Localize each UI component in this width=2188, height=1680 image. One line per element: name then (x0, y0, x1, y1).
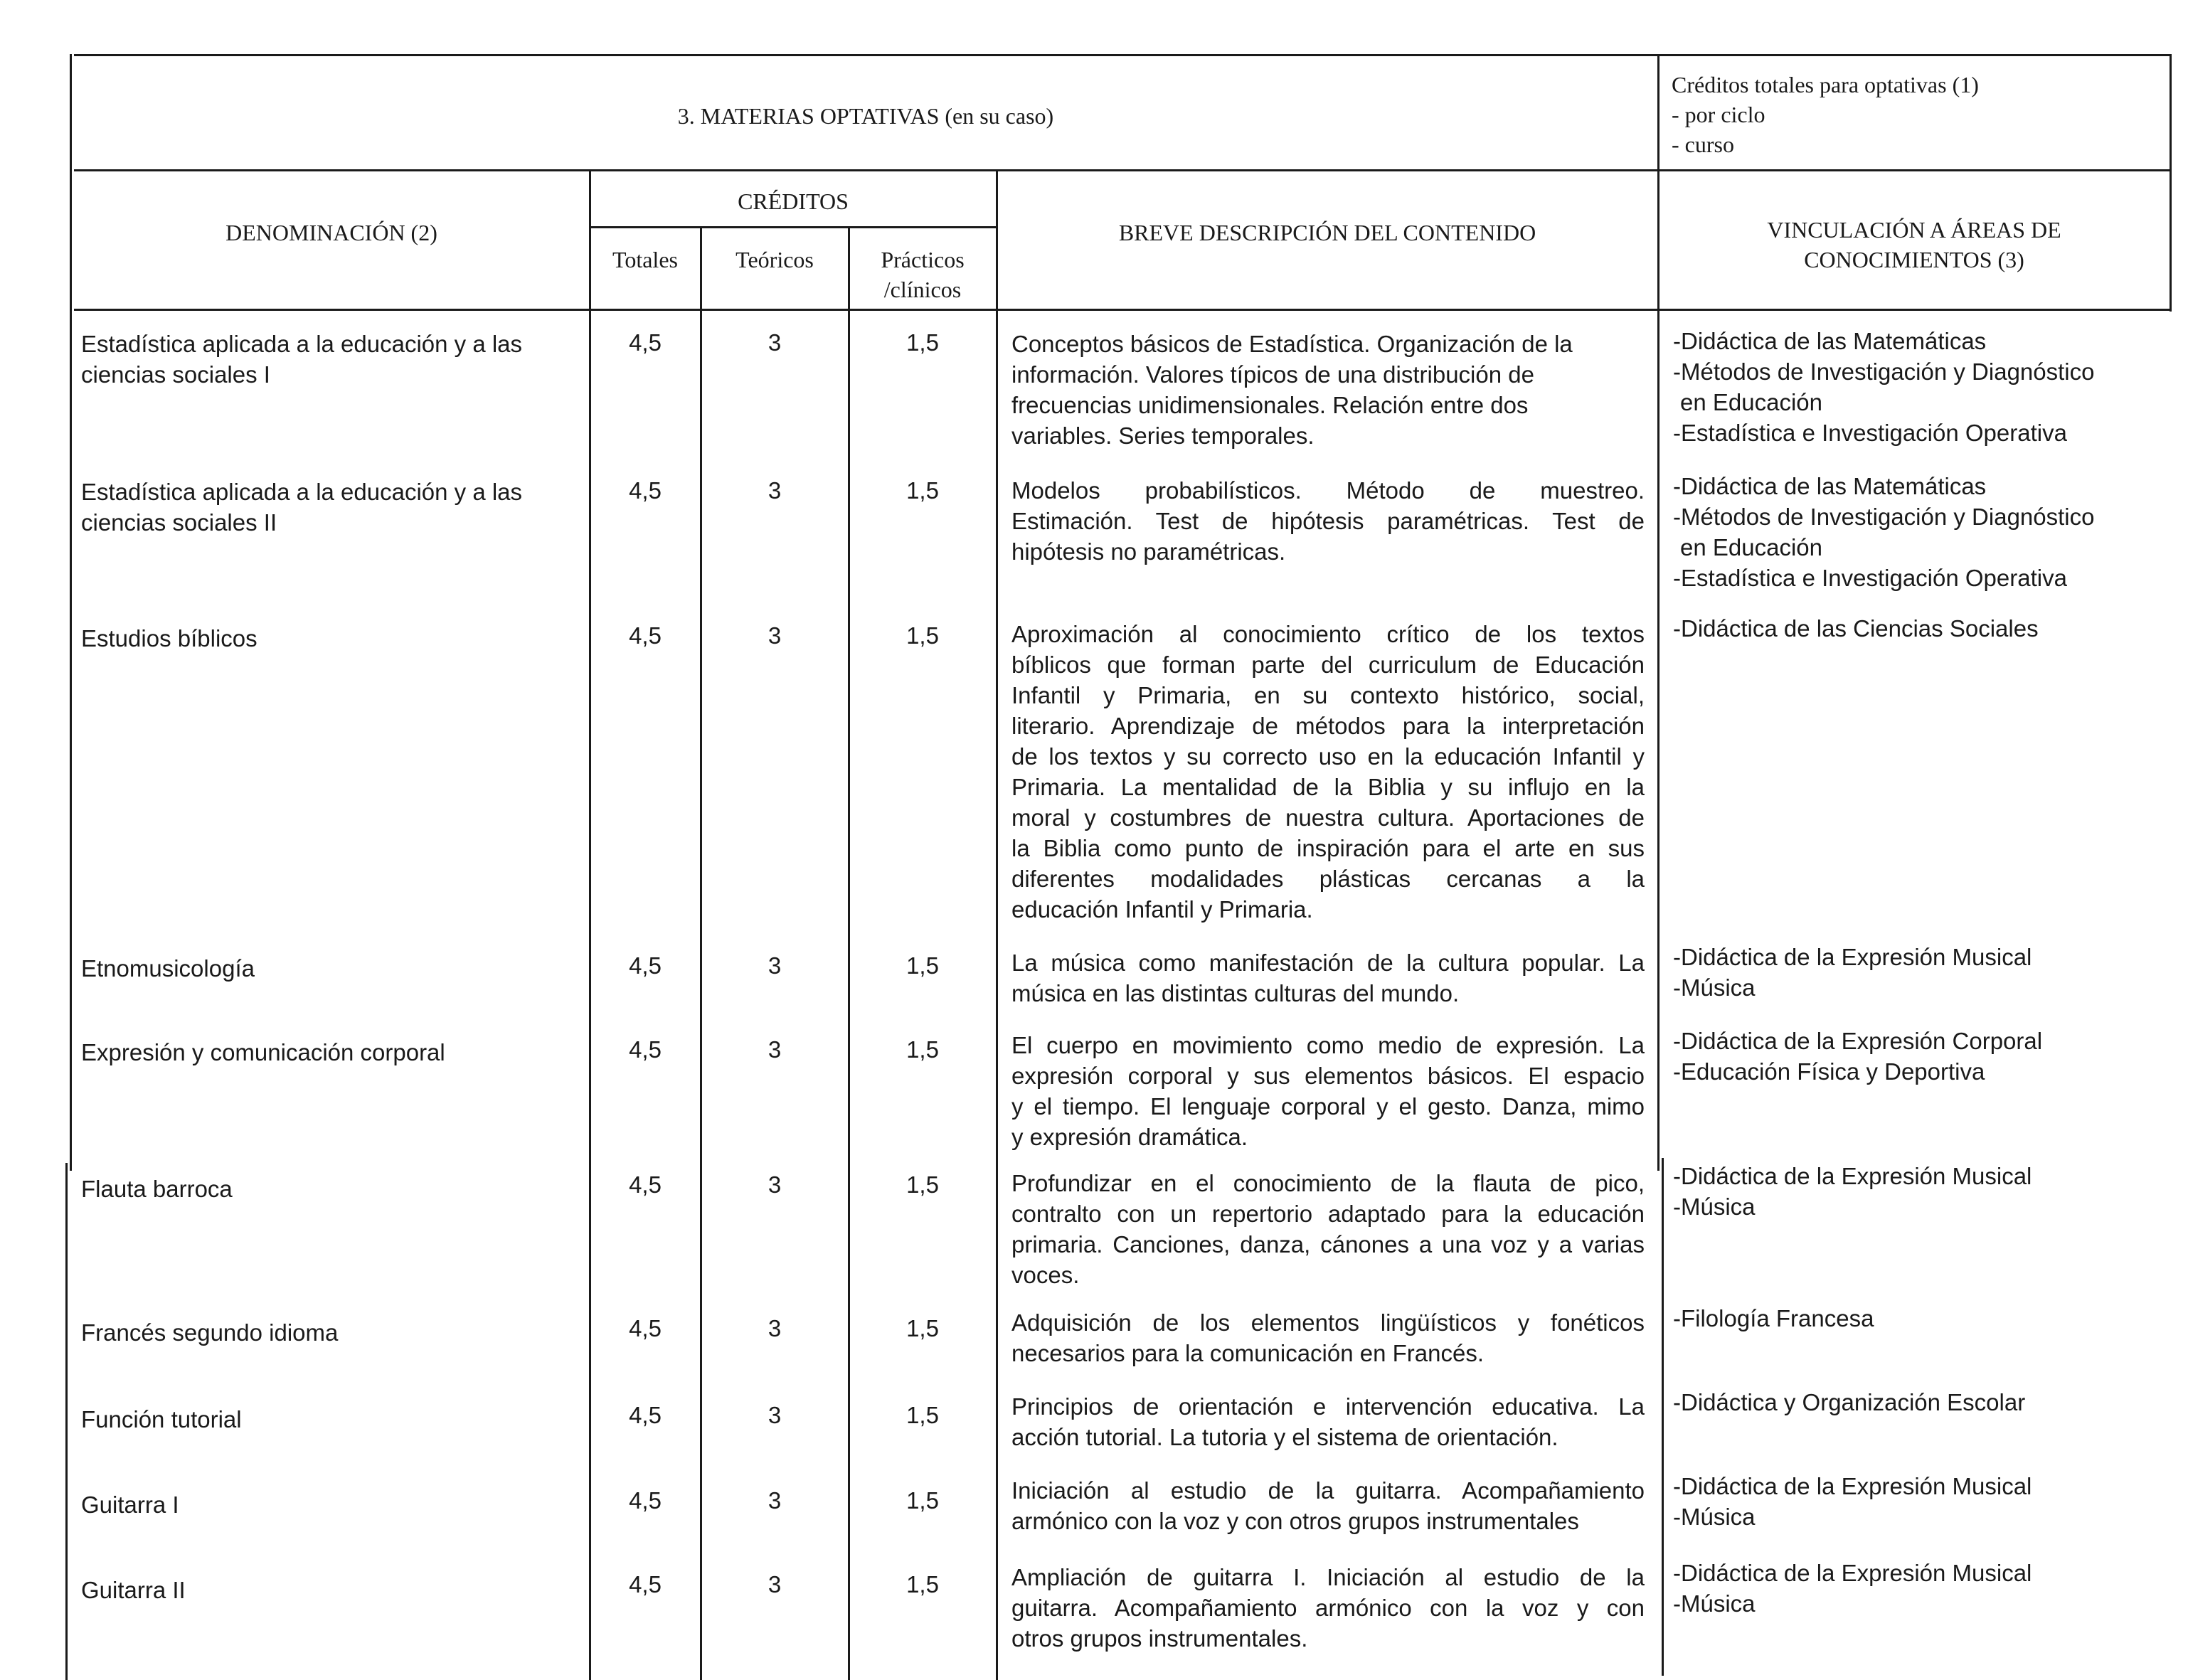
description: Ampliación de guitarra I. Iniciación al estudio de la guitarra. Acompañamiento armónico con la voz y con otros grupos instrumentales. (1011, 1564, 1645, 1652)
credits-totales: 4,5 (629, 1036, 662, 1063)
knowledge-areas: -Didáctica y Organización Escolar (1673, 1389, 2026, 1415)
credits-teoricos: 3 (768, 1315, 782, 1341)
knowledge-areas: -Didáctica de las Matemáticas -Métodos de Investigación y Diagnóstico en Educación -Estadística e Investigación Operativa (1673, 328, 2095, 446)
col-header-practicos-line1: Prácticos (881, 247, 965, 272)
col-header-practicos-line2: /clínicos (883, 277, 962, 302)
credits-practicos: 1,5 (906, 1171, 939, 1198)
description: La música como manifestación de la cultura popular. La música en las distintas culturas del mundo. (1011, 950, 1645, 1006)
credits-practicos: 1,5 (906, 1571, 939, 1597)
description: Principios de orientación e intervención educativa. La acción tutorial. La tutoria y el sistema de orientación. (1011, 1393, 1645, 1450)
col-header-totales: Totales (612, 247, 678, 272)
col-header-descripcion: BREVE DESCRIPCIÓN DEL CONTENIDO (1118, 220, 1536, 245)
col-divider-practicos (996, 169, 998, 1680)
col-header-creditos: CRÉDITOS (738, 188, 849, 214)
table-top-border (74, 54, 2171, 56)
credits-totales: 4,5 (629, 1171, 662, 1198)
knowledge-areas: -Didáctica de la Expresión Musical -Música (1673, 1473, 2032, 1530)
knowledge-areas: -Didáctica de las Matemáticas -Métodos de Investigación y Diagnóstico en Educación -Estadística e Investigación Operativa (1673, 473, 2095, 591)
subject-name: Etnomusicología (81, 955, 255, 982)
knowledge-areas: -Didáctica de las Ciencias Sociales (1673, 615, 2039, 642)
credits-teoricos: 3 (768, 952, 782, 979)
credits-teoricos: 3 (768, 1571, 782, 1597)
col-header-teoricos: Teóricos (735, 247, 814, 272)
col-header-practicos (849, 245, 996, 304)
credits-curso-label: - curso (1672, 132, 1734, 157)
credits-practicos: 1,5 (906, 1402, 939, 1428)
description: Iniciación al estudio de la guitarra. Acompañamiento armónico con la voz y con otros grupos instrumentales (1011, 1477, 1645, 1534)
credits-practicos: 1,5 (906, 1036, 939, 1063)
credits-practicos: 1,5 (906, 477, 939, 504)
section-title: 3. MATERIAS OPTATIVAS (en su caso) (677, 103, 1054, 129)
header-divider-line (74, 169, 2171, 171)
subject-name: Estadística aplicada a la educación y a las ciencias sociales II (81, 479, 523, 536)
credits-teoricos: 3 (768, 1171, 782, 1198)
description: El cuerpo en movimiento como medio de expresión. La expresión corporal y sus elementos básicos. El espacio y el tiempo. El lenguaje corporal y el gesto. Danza, mimo y expresión dramática. (1011, 1032, 1645, 1150)
credits-teoricos: 3 (768, 622, 782, 649)
subject-name: Guitarra I (81, 1492, 179, 1518)
credits-totales: 4,5 (629, 477, 662, 504)
subject-name: Estudios bíblicos (81, 625, 257, 652)
knowledge-areas: -Didáctica de la Expresión Musical -Música (1673, 1163, 2032, 1220)
credits-total-label: Créditos totales para optativas (1) (1672, 72, 1979, 97)
description: Aproximación al conocimiento crítico de los textos bíblicos que forman parte del curriculum de Educación Infantil y Primaria, en su contexto histórico, social, literario. Aprendizaje de métodos para la interpretación de los textos y su correcto uso en la educación Infantil y Primaria. La mentalidad de la Biblia y su influjo en la moral y costumbres de nuestra cultura. Aportaciones de la Biblia como punto de inspiración para el arte en sus diferentes modalidades plásticas cercanas a la educación Infantil y Primaria. (1011, 621, 1645, 923)
credits-practicos: 1,5 (906, 1315, 939, 1341)
credits-por-ciclo-label: - por ciclo (1672, 102, 1765, 127)
credits-practicos: 1,5 (906, 622, 939, 649)
credits-totales: 4,5 (629, 329, 662, 356)
credits-practicos: 1,5 (906, 952, 939, 979)
subject-name: Expresión y comunicación corporal (81, 1039, 445, 1065)
table-left-border (70, 54, 72, 1171)
credits-totales: 4,5 (629, 1402, 662, 1428)
subject-name: Francés segundo idioma (81, 1319, 339, 1346)
credits-practicos: 1,5 (906, 1487, 939, 1514)
col-header-denominacion: DENOMINACIÓN (2) (225, 220, 437, 245)
col-divider-description-lower (1662, 1158, 1664, 1676)
col-header-vinculacion (1659, 215, 2170, 275)
subject-name: Flauta barroca (81, 1176, 233, 1202)
credits-teoricos: 3 (768, 329, 782, 356)
credits-teoricos: 3 (768, 1402, 782, 1428)
knowledge-areas: -Didáctica de la Expresión Corporal -Educación Física y Deportiva (1673, 1028, 2043, 1085)
knowledge-areas: -Didáctica de la Expresión Musical -Música (1673, 944, 2032, 1001)
subject-name: Estadística aplicada a la educación y a las ciencias sociales I (81, 331, 523, 388)
table-left-border-lower (65, 1163, 68, 1680)
subject-name: Función tutorial (81, 1406, 242, 1432)
knowledge-areas: -Didáctica de la Expresión Musical -Música (1673, 1560, 2032, 1617)
table-right-border (2170, 54, 2172, 312)
credits-totales: 4,5 (629, 952, 662, 979)
description: Conceptos básicos de Estadística. Organización de la información. Valores típicos de una distribución de frecuencias unidimensionales. Relación entre dos variables. Series temporales. (1011, 331, 1573, 449)
header-bottom-line (74, 309, 2171, 311)
description: Modelos probabilísticos. Método de muestreo. Estimación. Test de hipótesis paramétricas. Test de hipótesis no paramétricas. (1011, 477, 1645, 565)
credits-total-box (1672, 70, 2162, 159)
creditos-subheader-line (590, 226, 997, 228)
knowledge-areas: -Filología Francesa (1673, 1305, 1874, 1331)
col-divider-name (589, 169, 591, 1680)
col-header-vinculacion-line2: CONOCIMIENTOS (3) (1804, 247, 2024, 272)
credits-teoricos: 3 (768, 477, 782, 504)
subject-name: Guitarra II (81, 1577, 186, 1603)
credits-totales: 4,5 (629, 622, 662, 649)
description: Profundizar en el conocimiento de la flauta de pico, contralto con un repertorio adaptado para la educación primaria. Canciones, danza, cánones a una voz y a varias voces. (1011, 1170, 1645, 1288)
credits-totales: 4,5 (629, 1315, 662, 1341)
col-header-vinculacion-line1: VINCULACIÓN A ÁREAS DE (1767, 217, 2061, 243)
credits-teoricos: 3 (768, 1487, 782, 1514)
description: Adquisición de los elementos lingüísticos y fonéticos necesarios para la comunicación en Francés. (1011, 1309, 1645, 1366)
credits-teoricos: 3 (768, 1036, 782, 1063)
credits-totales: 4,5 (629, 1487, 662, 1514)
credits-practicos: 1,5 (906, 329, 939, 356)
credits-totales: 4,5 (629, 1571, 662, 1597)
